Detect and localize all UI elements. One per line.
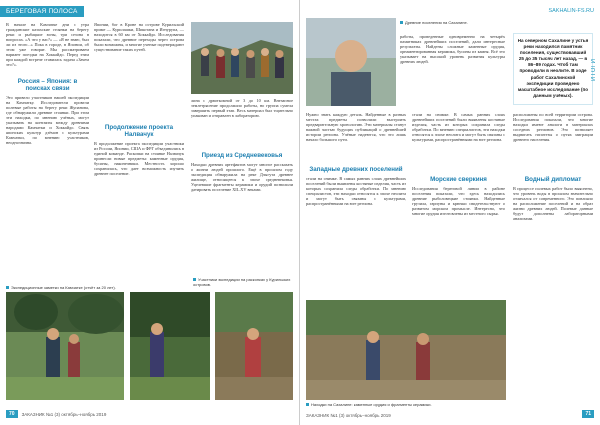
photo-caption xyxy=(193,277,293,287)
excavation-photo xyxy=(215,292,293,400)
body-text: Исследования береговой линии в районе поселения показали, что здесь находились древние рыболовецкие стоянки. Найденные грузила, гарпуны и крючки свидетельствуют о развитом морском промысле. Интересно, что многие орудия изготовлены из местного сырья. xyxy=(412,186,505,217)
right-column-1 xyxy=(400,34,505,96)
caption-marker xyxy=(306,403,309,406)
page-footer-number xyxy=(582,410,594,418)
page-footer xyxy=(6,410,106,418)
right-page xyxy=(300,0,600,425)
body-text: лина с дрвоткомной от 3 до 10 км. Внезапное землетрясение продолжило работы, но группа сумела завершить первый этап. Весь материал был тщательно упакован и отправлен в лабораторию. xyxy=(191,98,293,119)
portrait-illustration xyxy=(306,18,396,106)
right-column-4 xyxy=(513,112,593,336)
side-tab: ИТОГИ xyxy=(591,58,597,82)
landscape-illustration xyxy=(6,292,124,400)
expedition-group-photo xyxy=(191,22,293,94)
body-text: В процессе полевых работ было выяснено, что уровень воды в прошлом значительно отличался от современного. Это повлияло на расположение поселений и на образ жизни древних людей. Полевые данные будут дополнены лабораторными анализами. xyxy=(513,186,593,222)
body-text: Японии, бог в Кроне на острове Курильский приме — Курилашки, Шикотана и Игнурупа, — находится в 60 км от Хоккайдо. Исследования показали, что древние переходы через острова были возможны, и многие ученые подтверждают существование таких путей. xyxy=(94,22,184,53)
body-text: стали на снимке. В самых ранних слоях древнейших поселений были выявлены костяные изделия, часть из которых сохранила следы обработки. По мнению специалистов, эти находки относятся к эпохе неолита и могут быть связаны с культурами, распространёнными на юге региона. xyxy=(412,112,505,143)
right-column-2 xyxy=(306,112,406,264)
body-text: В начале на Камчатке дни с утра гражданские казахские стоянки на берегу реки и рыбацкие зоны, три сезона в вопросах. «А что у вас?» — «Я не знаю, был ли из этого...» Пока в городе, в Японии, об этом уже говорят. Мы рассматриваем вариант поездки на Хоккайдо. Перед этим при каждой встрече ставилась задача «Зачем это?». xyxy=(6,22,89,68)
forest-illustration xyxy=(130,292,210,400)
landscape-photo xyxy=(6,292,124,400)
left-column-2 xyxy=(94,22,184,261)
site-label: SAKHALIN-FS.RU xyxy=(548,8,594,14)
section-heading: Морские сверкиня xyxy=(430,176,487,183)
photo-caption xyxy=(6,285,124,290)
excavation-illustration xyxy=(215,292,293,400)
body-text: стали на снимке. В самых ранних слоях древнейших поселений были выявлены костяные изделия, часть из которых сохранила следы обработки. По мнению специалистов, эти находки относятся к эпохе неолита и могут быть связаны с культурами, распространёнными на юге региона. xyxy=(306,176,406,207)
section-heading: Россия – Япония: в поисках связи xyxy=(17,78,78,92)
caption-marker xyxy=(6,286,9,289)
body-text: Находки древних артефактов могут многое рассказать о жизни людей прошлого. Ещё в прошлом году экспедиция обнаружила на реке Дзыгута древнее жилище, относящееся к эпохе средневековья. Уцелевшие фрагменты керамики и орудий позволили датировать поселение XII–XV веками. xyxy=(191,162,293,193)
section-label: БЕРЕГОВАЯ ПОЛОСА xyxy=(0,6,84,17)
caption-text: Экспедиционные заметки на Камчатке (отчёт за 20 лет). xyxy=(11,285,116,290)
body-text: Это привело участников нашей экспедиции на Камчатку. Исследователи провели полевые работы на берегу реки Жупанова, где обнаружили древние стоянки. При этом эти находки, по мнению учёных, могут указывать на контакты между древними народами Камчатки и Хоккайдо. Связь японских культур дзёмон с культурами Камчатки, по мнению участников, неоднозначна. xyxy=(6,95,89,146)
caption-marker xyxy=(193,278,196,281)
caption-text: Участники экспедиции на раскопках у Курильских островов. xyxy=(193,277,291,287)
section-heading: Приезд из Средневековья xyxy=(201,152,283,159)
photo-caption xyxy=(400,20,490,25)
caption-text: Находки на Сахалине: каменные орудия и фрагменты керамики. xyxy=(311,402,432,407)
left-column-3 xyxy=(191,98,293,242)
left-column-1 xyxy=(6,22,89,263)
caption-marker xyxy=(400,21,403,24)
body-text: работы, проведенные одновременно на четырёх памятниках древнейших поселений, дали интересные результаты. Найдены сложные каменные орудия, орнаментированная керамика, бусины из камня. Всё это указывает на высокий уровень развития культуры древних людей. xyxy=(400,34,505,65)
page-footer xyxy=(306,413,391,418)
footer-title: ЗАКАЗНИК №1 (3) октябрь–ноябрь 2019 xyxy=(306,413,391,418)
footer-title: ЗАКАЗНИК №1 (3) октябрь–ноябрь 2019 xyxy=(21,411,107,417)
photo-caption xyxy=(306,402,506,407)
section-heading: Западные древних поселений xyxy=(309,166,403,173)
artifacts-illustration xyxy=(306,300,506,400)
page-number: 71 xyxy=(582,410,594,418)
expedition-group-illustration xyxy=(191,22,293,94)
portrait-photo xyxy=(306,18,396,106)
body-text: В продолжение проекта экспедиции участники из России, Японии, США и ФРГ объединились в единой команде. Раскопки на стоянке Налвачук принесли новые предметы: каменные орудия, бусины, наконечники. Местность хорошо сохранилась, что дает возможность изучить древнее поселение. xyxy=(94,141,184,177)
forest-photo xyxy=(130,292,210,400)
section-heading: Продолжение проекта Налвачук xyxy=(104,124,174,138)
caption-text: Древние поселения на Сахалине. xyxy=(405,20,468,25)
body-text: расположены по всей территории острова. Исследования показали, что многие находки имеют аналоги в материалах соседних регионов. Это позволяет выдвигать гипотезы о путях миграции древнего населения. xyxy=(513,112,593,143)
section-heading: Водный дипломат xyxy=(524,176,582,183)
artifacts-photo xyxy=(306,300,506,400)
right-column-3 xyxy=(412,112,505,276)
body-text: Нужно знать каждую деталь. Найденные в разных местах предметы позволили выстроить предварительную хронологию. Эти материалы станут важной частью будущих публикаций о древнейшей истории региона. Учёные надеются, что это лишь начало большого пути. xyxy=(306,112,406,143)
page-number: 70 xyxy=(6,410,18,418)
sidebar-quote: На северном Сахалине у устья реки находился памятник поселения, существовавший 25 до 35 тысяч лет назад, — в 86–89 годах. Чтоб там проводили в неолите. В ходе работ Сахалинской экспедиции проведено масштабное исследование (по данным учёных). xyxy=(513,33,593,105)
